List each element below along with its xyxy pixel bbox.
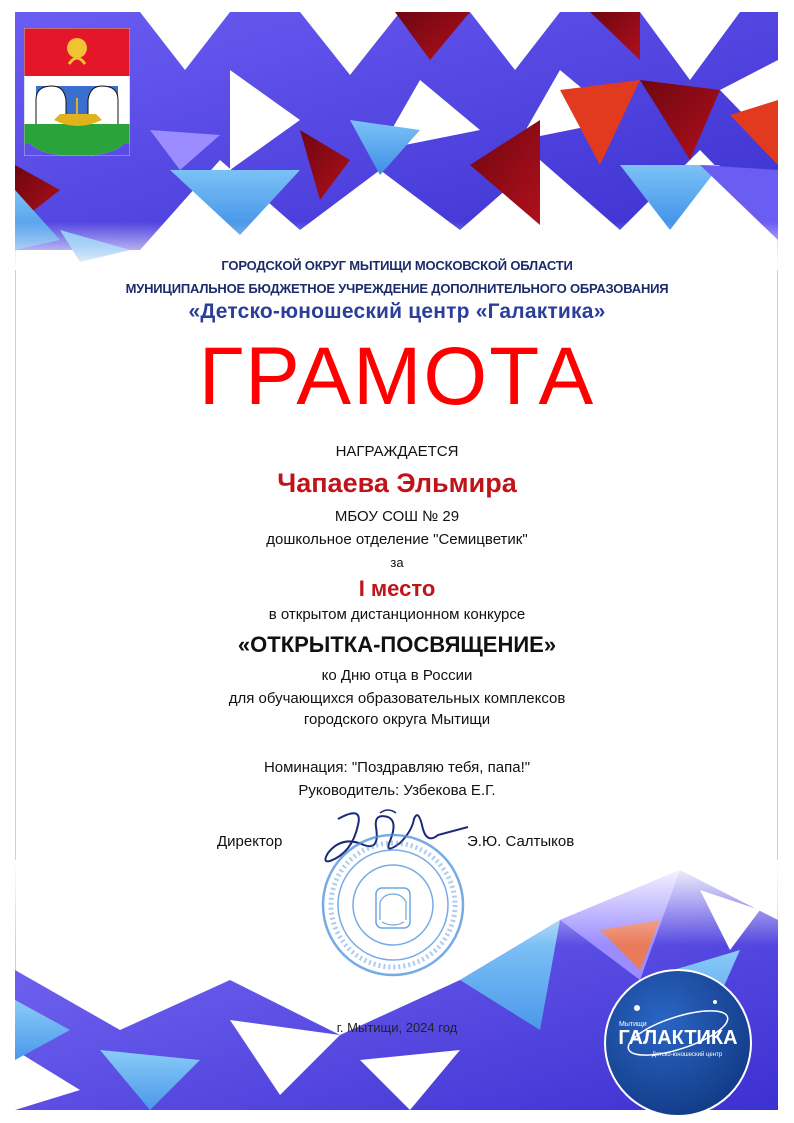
org-line-3: «Детско-юношеский центр «Галактика» [188, 300, 606, 323]
org-line-1: ГОРОДСКОЙ ОКРУГ МЫТИЩИ МОСКОВСКОЙ ОБЛАСТИ [221, 258, 573, 273]
director-label: Директор [217, 833, 283, 850]
contest-occasion: ко Дню отца в России [321, 667, 473, 684]
org-line-2: МУНИЦИПАЛЬНОЕ БЮДЖЕТНОЕ УЧРЕЖДЕНИЕ ДОПОЛНИТЕЛЬНОГО ОБРАЗОВАНИЯ [125, 281, 669, 296]
director-name: Э.Ю. Салтыков [467, 833, 575, 850]
awardee-name: Чапаева Эльмира [277, 468, 517, 498]
contest-audience-1: для обучающихся образовательных комплексов [228, 690, 566, 707]
certificate-title: ГРАМОТА [198, 331, 596, 422]
department-name: дошкольное отделение "Семицветик" [266, 531, 528, 548]
supervisor: Руководитель: Узбекова Е.Г. [298, 782, 496, 799]
mytishchi-coat-of-arms [24, 28, 130, 156]
city-year: г. Мытищи, 2024 год [336, 1020, 458, 1035]
contest-intro: в открытом дистанционном конкурсе [268, 606, 526, 623]
logo-small-text: Мытищи [619, 1021, 647, 1028]
contest-audience-2: городского округа Мытищи [303, 711, 491, 728]
galaktika-logo [603, 968, 753, 1118]
place-awarded: I место [358, 576, 436, 601]
official-seal [318, 830, 468, 980]
logo-subtitle: Детско-юношеский центр [651, 1052, 723, 1058]
awarded-label: НАГРАЖДАЕТСЯ [335, 443, 459, 460]
nomination: Номинация: "Поздравляю тебя, папа!" [263, 759, 531, 776]
for-label: за [390, 555, 404, 570]
school-name: МБОУ СОШ № 29 [334, 508, 460, 525]
logo-name: ГАЛАКТИКА [618, 1027, 738, 1049]
contest-name: «ОТКРЫТКА-ПОСВЯЩЕНИЕ» [237, 632, 557, 657]
